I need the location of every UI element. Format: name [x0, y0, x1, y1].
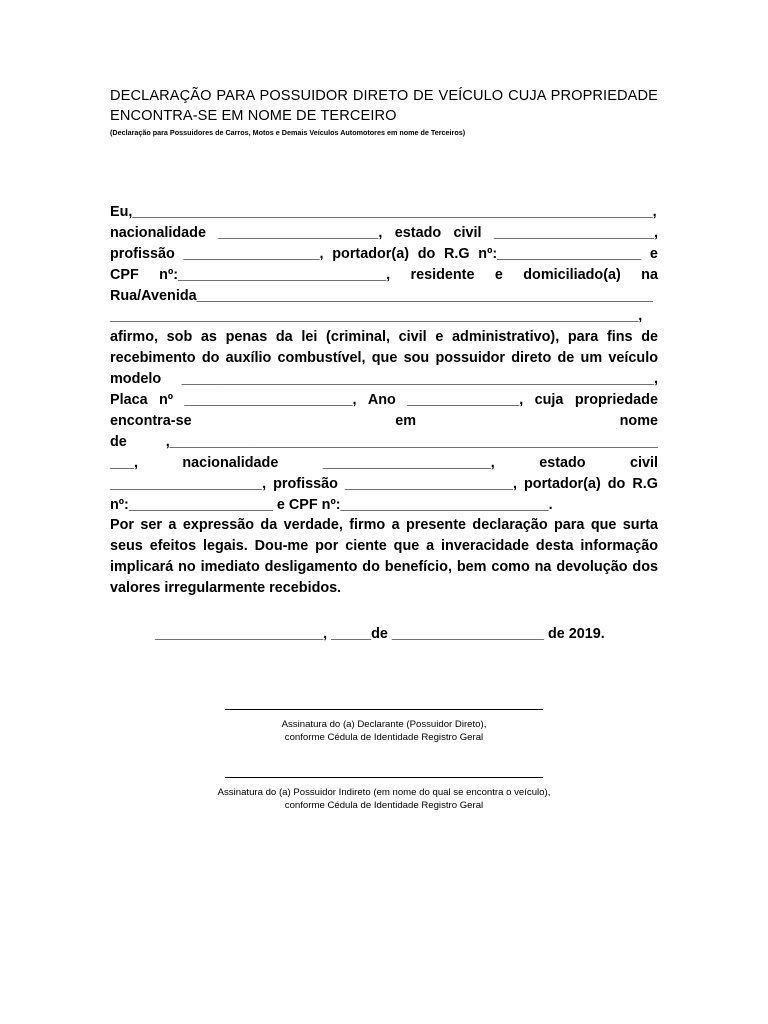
form-line-model: [110, 369, 658, 390]
label-placa-n: nº: [158, 392, 174, 409]
blank-ano: ______________,: [407, 392, 524, 409]
blank-cpf: nº:__________________________,: [159, 266, 391, 283]
form-line-owner-documents: nº:__________________ e CPF nº:__________________________.: [110, 496, 553, 513]
label-em: em: [395, 412, 416, 429]
label-placa: Placa: [110, 392, 148, 409]
blank-owner-profissao: _____________________,: [344, 475, 517, 492]
blank-owner-nacionalidade: _____________________,: [322, 454, 495, 471]
document-title: [110, 86, 658, 126]
label-propriedade: propriedade: [574, 392, 658, 409]
form-line-owner-profession: [110, 474, 658, 495]
label-owner-estado: estado: [539, 454, 586, 471]
signature-caption: Assinatura do (a) Declarante (Possuidor Direto),: [281, 718, 487, 730]
label-estado: estado: [394, 224, 442, 241]
label-ano: Ano: [367, 392, 396, 409]
blank-owner-estado-civil: ___________________,: [110, 475, 267, 492]
label-de: de: [110, 433, 127, 450]
form-line-address: Rua/Avenida_________________________________________________________: [110, 287, 653, 304]
label-e-2: e: [494, 266, 503, 283]
document-subtitle: (Declaração para Possuidores de Carros, Motos e Demais Veículos Automotores em nome de Terceiros): [110, 128, 466, 137]
label-do: do: [417, 245, 436, 262]
title-line-2: ENCONTRA-SE EM NOME DE TERCEIRO: [110, 108, 397, 124]
form-line-nationality: [110, 223, 658, 244]
blank-owner-name-end: ___,: [110, 454, 139, 471]
label-nacionalidade: nacionalidade: [110, 224, 206, 241]
label-domiciliado: domiciliado(a): [523, 266, 621, 283]
form-line-cpf: [110, 265, 658, 286]
form-line-address-2: __________________________________________________________________,: [110, 308, 643, 325]
signature-caption-2: conforme Cédula de Identidade Registro Geral: [284, 800, 484, 811]
blank-placa: _____________________,: [184, 392, 357, 409]
form-line-plate: [110, 390, 658, 411]
label-owner-portador: portador(a): [523, 475, 601, 492]
signature-line: [225, 709, 543, 710]
blank-rg: nº:__________________: [478, 245, 642, 262]
label-owner-rg: R.G: [632, 475, 658, 492]
label-modelo: modelo: [110, 371, 162, 388]
signature-caption-2: conforme Cédula de Identidade Registro Geral: [284, 732, 484, 743]
label-cuja: cuja: [534, 392, 564, 409]
blank-estado-civil: ____________________,: [493, 224, 658, 241]
label-e: e: [649, 245, 658, 262]
declaration-form: [110, 202, 658, 599]
title-line-1: DECLARAÇÃO PARA POSSUIDOR DIRETO DE VEÍCULO CUJA PROPRIEDADE: [110, 88, 658, 104]
form-line-name: Eu,_________________________________________________________________,: [110, 204, 657, 220]
paragraph-affirmation: afirmo, sob as penas da lei (criminal, civil e administrativo), para fins de recebimento do auxílio combustível, que sou possuidor direto de um veículo: [110, 329, 658, 367]
label-na: na: [641, 266, 658, 283]
label-owner-nacionalidade: nacionalidade: [182, 454, 279, 471]
blank-nacionalidade: ____________________,: [218, 224, 383, 241]
form-line-owner-name: [110, 432, 658, 453]
label-residente: residente: [410, 266, 475, 283]
label-owner-civil: civil: [629, 454, 658, 471]
form-line-owner-nationality: [110, 453, 658, 474]
form-line-ownership: [110, 411, 658, 432]
form-line-profession: [110, 244, 658, 265]
blank-modelo: ___________________________________________________________,: [181, 371, 658, 388]
paragraph-truth-statement: Por ser a expressão da verdade, firmo a presente declaração para que surta seus efeitos legais. Dou-me por ciente que a inveracidade desta informação implicará no imediato desligamento do benefício, bem como na devolução dos valores irregularmente recebidos.: [110, 517, 658, 597]
label-profissao: profissão: [110, 245, 175, 262]
blank-profissao: _________________,: [183, 245, 324, 262]
signature-block-owner: [0, 772, 768, 813]
date-line: _____________________, _____de ___________________ de 2019.: [155, 626, 605, 642]
signature-block-declarant: [0, 704, 768, 745]
blank-owner-name: ,_____________________________________________________________: [165, 433, 658, 450]
label-owner-do: do: [607, 475, 626, 492]
label-encontra-se: encontra-se: [110, 412, 192, 429]
label-nome: nome: [619, 412, 658, 429]
label-portador: portador(a): [332, 245, 409, 262]
signature-caption: Assinatura do (a) Possuidor Indireto (em nome do qual se encontra o veículo),: [217, 786, 551, 798]
label-rg: R.G: [444, 245, 470, 262]
signature-line: [225, 777, 543, 778]
label-owner-profissao: profissão: [273, 475, 338, 492]
label-cpf: CPF: [110, 266, 139, 283]
label-civil: civil: [453, 224, 482, 241]
